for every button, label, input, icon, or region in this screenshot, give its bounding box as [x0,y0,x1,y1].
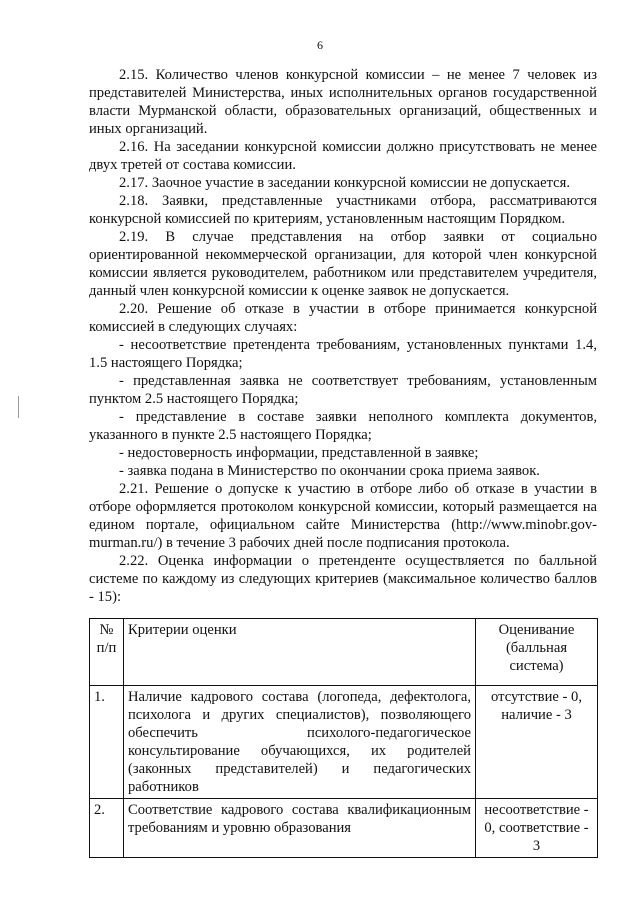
paragraph-2-21: 2.21. Решение о допуске к участию в отборе либо об отказе в участии в отборе оформляется протоколом конкурсной комиссии, который размещается на едином портале, официальном сайте Министерства (http://www.minobr.gov-murman.ru/) в течение 3 рабочих дней после подписания протокола. [89,481,597,551]
list-item: - несоответствие претендента требованиям, установленных пунктами 1.4, 1.5 настоящего Порядка; [89,337,597,371]
document-body [89,66,597,606]
header-score: Оценивание (балльная система) [476,619,598,686]
paragraph-2-16: 2.16. На заседании конкурсной комиссии должно присутствовать не менее двух третей от состава комиссии. [89,139,597,173]
list-item: - недостоверность информации, представленной в заявке; [119,445,479,461]
table-row [90,799,598,858]
row-score: отсутствие - 0, наличие - 3 [476,686,598,799]
paragraph-2-19: 2.19. В случае представления на отбор заявки от социально ориентированной некоммерческой организации, для которой член конкурсной комиссии является руководителем, работником или представителем учредителя, данный член конкурсной комиссии к оценке заявок не допускается. [89,229,597,299]
header-number: № п/п [90,619,124,686]
row-criterion: Соответствие кадрового состава квалификационным требованиям и уровню образования [124,799,476,858]
list-item: - представленная заявка не соответствует требованиям, установленным пунктом 2.5 настоящего Порядка; [89,373,597,407]
row-criterion: Наличие кадрового состава (логопеда, дефектолога, психолога и других специалистов), позволяющего обеспечить психолого-педагогическое консультирование обучающихся, их родителей (законных представителей) и педагогических работников [124,686,476,799]
list-item: - представление в составе заявки неполного комплекта документов, указанного в пункте 2.5 настоящего Порядка; [89,409,597,443]
paragraph-2-15: 2.15. Количество членов конкурсной комиссии – не менее 7 человек из представителей Министерства, иных исполнительных органов государственной власти Мурманской области, образовательных организаций, общественных и иных организаций. [89,67,597,137]
page-number: 6 [317,38,323,52]
row-score: несоответствие - 0, соответствие - 3 [476,799,598,858]
list-item: - заявка подана в Министерство по окончании срока приема заявок. [119,463,540,479]
table-header-row [90,619,598,686]
paragraph-2-17: 2.17. Заочное участие в заседании конкурсной комиссии не допускается. [119,175,570,191]
row-number: 1. [90,686,124,799]
paragraph-2-18: 2.18. Заявки, представленные участниками отбора, рассматриваются конкурсной комиссией по критериям, установленным настоящим Порядком. [89,193,597,227]
table-row [90,686,598,799]
paragraph-2-22: 2.22. Оценка информации о претенденте осуществляется по балльной системе по каждому из следующих критериев (максимальное количество баллов - 15): [89,553,597,605]
margin-mark [18,396,21,418]
criteria-table [89,618,598,858]
row-number: 2. [90,799,124,858]
header-criterion: Критерии оценки [124,619,476,686]
paragraph-2-20: 2.20. Решение об отказе в участии в отборе принимается конкурсной комиссией в следующих случаях: [89,301,597,335]
